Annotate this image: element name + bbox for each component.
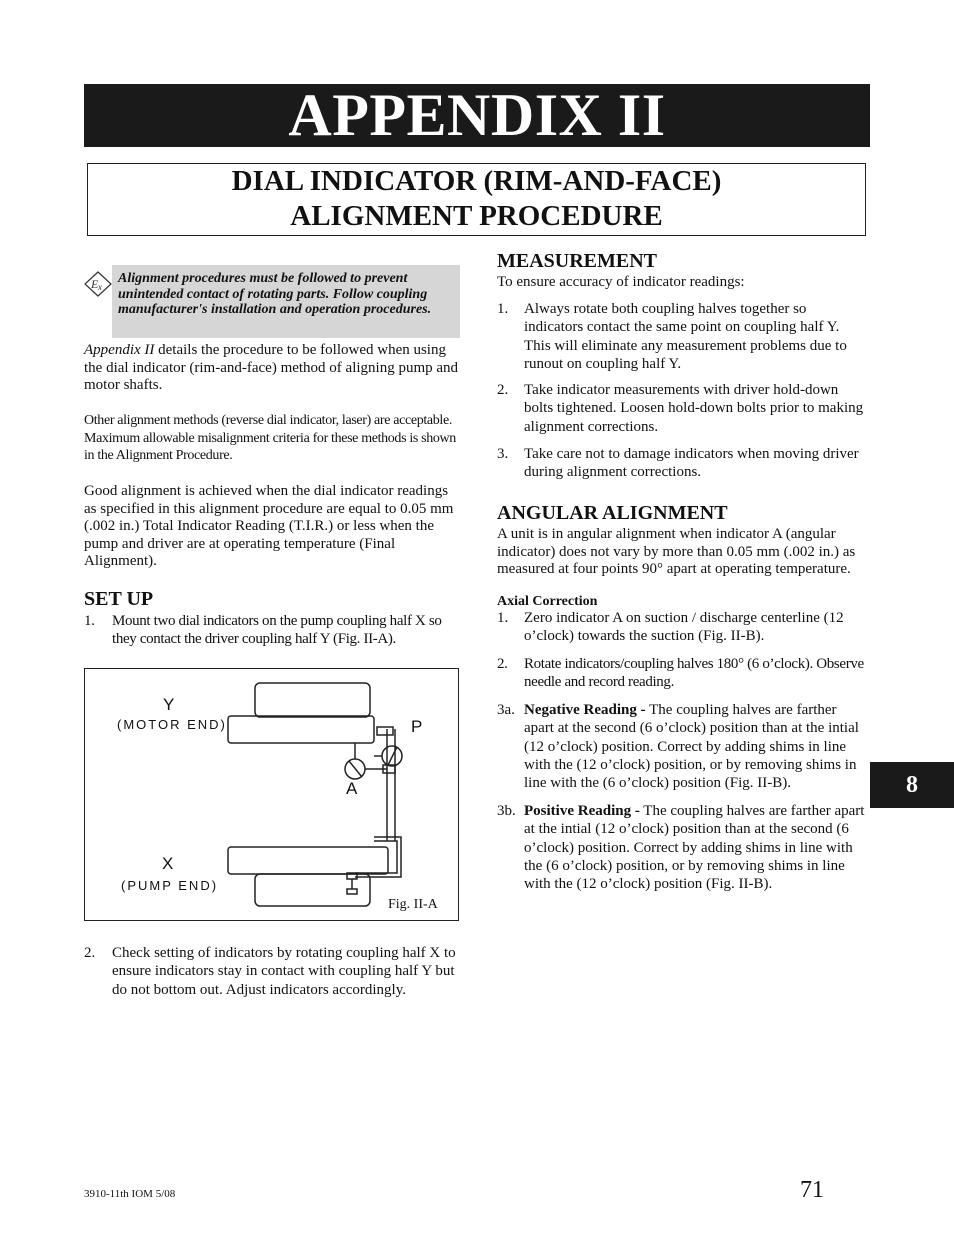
label-a: A <box>346 779 358 798</box>
label-y: Y <box>163 695 175 714</box>
negative-reading-text: The coupling halves are farther apart at the second (6 o’clock) position than at the intial (12 o’clock) position. Correct by adding shims in line with the (12 o’clock) position, or by removing shims in line with the (6 o’clock) position (Fig. II-B). <box>524 702 859 792</box>
axial-item-2-number: 2. <box>497 656 508 672</box>
section-title-line1: DIAL INDICATOR (RIM-AND-FACE) <box>231 165 722 197</box>
setup-heading: SET UP <box>84 588 154 610</box>
axial-item-1-number: 1. <box>497 610 509 626</box>
page-number: 71 <box>800 1177 824 1203</box>
axial-item-3b-number: 3b. <box>497 803 516 819</box>
intro-paragraph-1 <box>84 342 460 395</box>
measurement-item-3 <box>497 445 867 483</box>
warning-text: Alignment procedures must be followed to prevent unintended contact of rotating parts. Follow coupling manufacturer's installation and operation procedures. <box>118 271 432 317</box>
section-tab: 8 <box>870 762 954 808</box>
axial-item-1-text: Zero indicator A on suction / discharge centerline (12 o’clock) towards the suction (Fig. II-B). <box>524 610 844 645</box>
intro-paragraph-3: Good alignment is achieved when the dial indicator readings as specified in this alignment procedure are equal to 0.05 mm (.002 in.) Total Indicator Reading (T.I.R.) or less when the pump and driver are at operating temperature (Final Alignment). <box>84 483 454 569</box>
setup-item-1 <box>84 612 464 652</box>
appendix-title: APPENDIX II <box>84 84 870 147</box>
measurement-item-3-text: Take care not to damage indicators when moving driver during alignment corrections. <box>524 446 859 481</box>
measurement-item-2 <box>497 381 867 437</box>
svg-text:E: E <box>91 277 99 291</box>
ex-explosion-proof-icon <box>84 271 112 297</box>
angular-alignment-heading: ANGULAR ALIGNMENT <box>497 502 728 524</box>
axial-item-2 <box>497 655 867 693</box>
measurement-item-1-number: 1. <box>497 301 509 317</box>
intro-paragraph-2: Other alignment methods (reverse dial indicator, laser) are acceptable. Maximum allowable misalignment criteria for these methods is shown in the Alignment Procedure. <box>84 413 456 463</box>
setup-item-2-number: 2. <box>84 945 96 961</box>
axial-item-1 <box>497 609 867 647</box>
positive-reading-label: Positive Reading - <box>524 803 640 819</box>
section-title-box <box>87 163 866 236</box>
svg-text:x: x <box>98 282 102 292</box>
measurement-item-2-number: 2. <box>497 382 509 398</box>
measurement-heading: MEASUREMENT <box>497 250 658 272</box>
axial-item-3b <box>497 802 869 896</box>
axial-item-3b-text <box>524 802 869 893</box>
measurement-item-3-number: 3. <box>497 446 509 462</box>
figure-ii-a <box>84 668 459 921</box>
label-p: P <box>411 717 423 736</box>
axial-item-3a <box>497 701 869 795</box>
figure-caption: Fig. II-A <box>388 897 438 912</box>
label-x: X <box>162 854 174 873</box>
label-pump-end: (PUMP END) <box>121 878 219 893</box>
document-code: 3910-11th IOM 5/08 <box>84 1188 176 1200</box>
axial-item-2-text: Rotate indicators/coupling halves 180° (6 o’clock). Observe needle and record reading. <box>524 656 864 691</box>
section-title-line2: ALIGNMENT PROCEDURE <box>290 200 663 232</box>
setup-item-2-text: Check setting of indicators by rotating coupling half X to ensure indicators stay in contact with coupling half Y but do not bottom out. Adjust indicators accordingly. <box>112 945 456 998</box>
axial-item-3a-number: 3a. <box>497 702 515 718</box>
intro-appendix-ref: Appendix II <box>84 342 155 358</box>
setup-item-2 <box>84 944 460 1019</box>
measurement-item-2-text: Take indicator measurements with driver hold-down bolts tightened. Loosen hold-down bolts prior to making alignment corrections. <box>524 382 864 435</box>
intro-paragraph-1-text: details the procedure to be followed when using the dial indicator (rim-and-face) method of aligning pump and motor shafts. <box>84 342 459 393</box>
setup-item-1-text: Mount two dial indicators on the pump coupling half X so they contact the driver coupling half Y (Fig. II-A). <box>112 613 442 648</box>
angular-alignment-intro: A unit is in angular alignment when indicator A (angular indicator) does not vary by more than 0.05 mm (.002 in.) as measured at four points 90° apart at operating temperature. <box>497 526 856 577</box>
axial-correction-heading: Axial Correction <box>497 594 598 609</box>
measurement-item-1 <box>497 300 867 375</box>
positive-reading-text: The coupling halves are farther apart at the intial (12 o’clock) position than at the second (6 o’clock) position. Correct by adding shims in line with the (6 o’clock) position, or by removing shims in line with the (12 o’clock) position (Fig. II-B). <box>524 803 865 893</box>
label-motor-end: (MOTOR END) <box>117 717 227 732</box>
measurement-intro: To ensure accuracy of indicator readings: <box>497 274 745 290</box>
measurement-item-1-text: Always rotate both coupling halves together so indicators contact the same point on coupling half Y. This will eliminate any measurement problems due to runout on coupling half Y. <box>524 301 847 372</box>
axial-item-3a-text <box>524 701 869 792</box>
negative-reading-label: Negative Reading - <box>524 702 646 718</box>
setup-item-1-number: 1. <box>84 613 95 629</box>
